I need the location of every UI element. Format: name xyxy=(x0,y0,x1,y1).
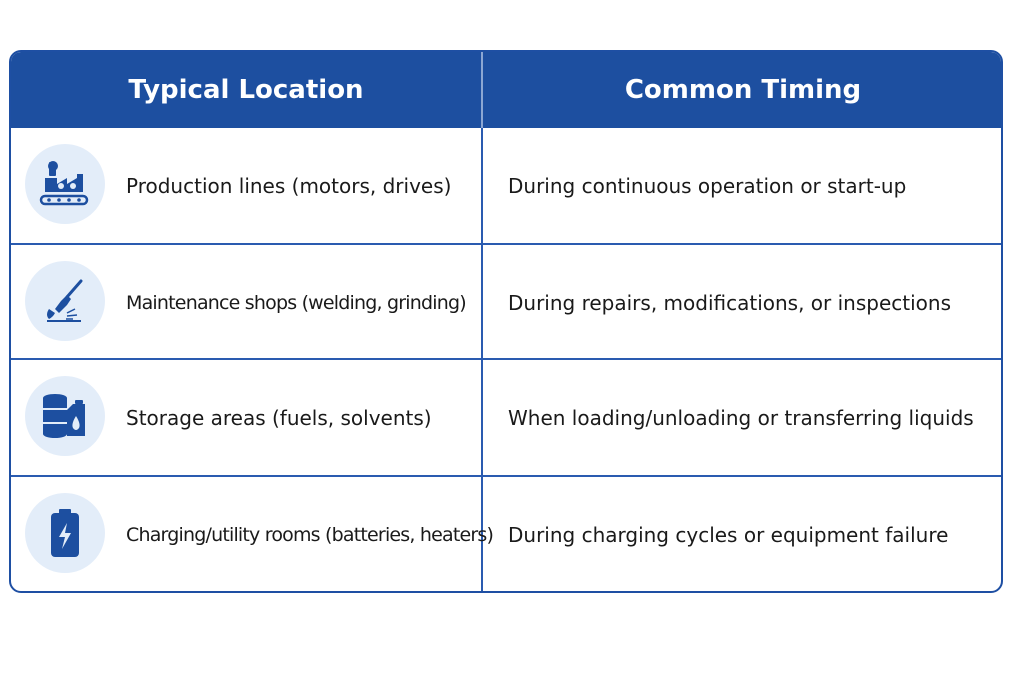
timing-text: During charging cycles or equipment failure xyxy=(508,522,949,547)
location-text: Storage areas (fuels, solvents) xyxy=(126,405,432,430)
location-timing-table xyxy=(9,50,1003,593)
table-row xyxy=(11,245,1001,360)
welding-torch-icon xyxy=(25,261,105,341)
table-row xyxy=(11,477,1001,592)
fuel-drum-canister-icon xyxy=(25,376,105,456)
location-text: Maintenance shops (welding, grinding) xyxy=(126,291,466,314)
timing-text: During continuous operation or start-up xyxy=(508,173,907,198)
timing-text: During repairs, modifications, or inspections xyxy=(508,290,951,315)
header-typical-location: Typical Location xyxy=(128,75,364,105)
location-text: Production lines (motors, drives) xyxy=(126,173,452,198)
factory-conveyor-icon xyxy=(25,144,105,224)
battery-charge-icon xyxy=(25,493,105,573)
location-text: Charging/utility rooms (batteries, heaters) xyxy=(126,523,494,546)
table-row xyxy=(11,360,1001,475)
table-row xyxy=(11,128,1001,243)
header-common-timing: Common Timing xyxy=(624,75,862,105)
timing-text: When loading/unloading or transferring liquids xyxy=(508,405,974,430)
table-header xyxy=(11,52,1001,128)
